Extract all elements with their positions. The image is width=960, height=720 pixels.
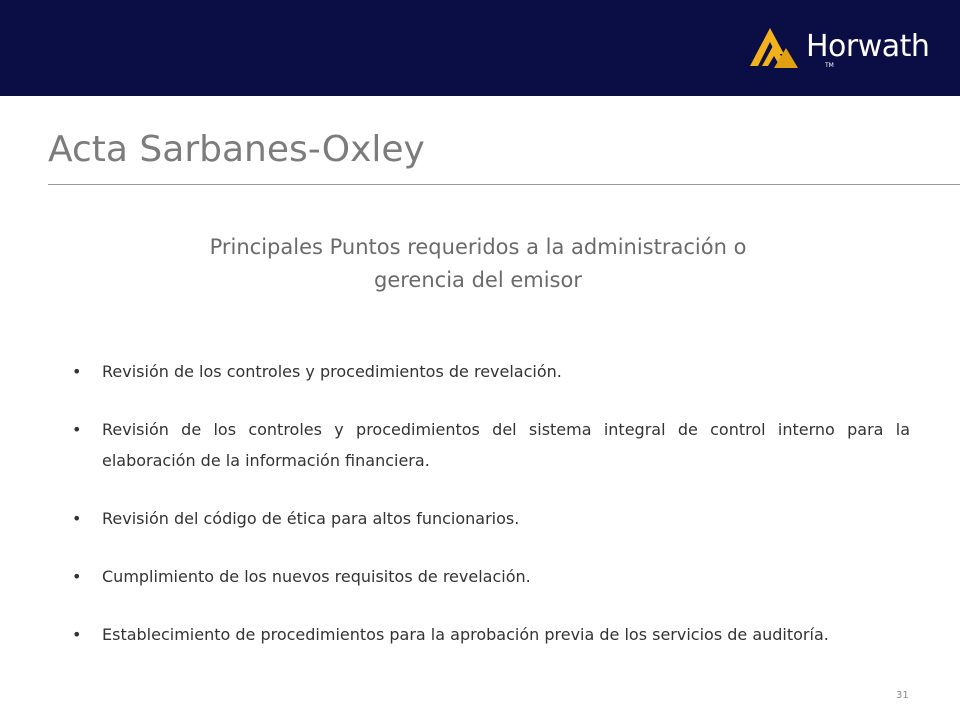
bullet-item xyxy=(72,561,910,592)
bullet-item xyxy=(72,414,910,476)
bullet-text: Revisión de los controles y procedimientos de revelación. xyxy=(102,362,562,381)
bullet-marker: • xyxy=(72,625,82,644)
bullet-marker: • xyxy=(72,362,82,381)
slide-title: Acta Sarbanes-Oxley xyxy=(48,129,425,170)
bullet-item xyxy=(72,356,910,387)
bullet-marker: • xyxy=(72,567,82,586)
slide-subtitle xyxy=(100,231,856,297)
bullet-marker: • xyxy=(72,420,82,439)
bullet-list xyxy=(72,356,910,677)
header-bar xyxy=(0,0,960,96)
page-number: 31 xyxy=(896,690,909,701)
title-divider xyxy=(48,184,960,185)
bullet-text: Cumplimiento de los nuevos requisitos de revelación. xyxy=(102,567,531,586)
horwath-logo xyxy=(748,24,928,72)
horwath-mountain-icon xyxy=(748,24,804,72)
bullet-marker: • xyxy=(72,509,82,528)
logo-text: Horwath xyxy=(806,29,930,64)
bullet-item xyxy=(72,619,910,650)
subtitle-line-2: gerencia del emisor xyxy=(374,268,582,292)
bullet-item xyxy=(72,503,910,534)
bullet-text: Revisión del código de ética para altos funcionarios. xyxy=(102,509,520,528)
logo-trademark: TM xyxy=(825,62,834,69)
bullet-text: Establecimiento de procedimientos para la aprobación previa de los servicios de auditoría. xyxy=(102,625,829,644)
subtitle-line-1: Principales Puntos requeridos a la administración o xyxy=(209,235,747,259)
bullet-text: Revisión de los controles y procedimientos del sistema integral de control interno para la elaboración de la información financiera. xyxy=(102,420,910,470)
